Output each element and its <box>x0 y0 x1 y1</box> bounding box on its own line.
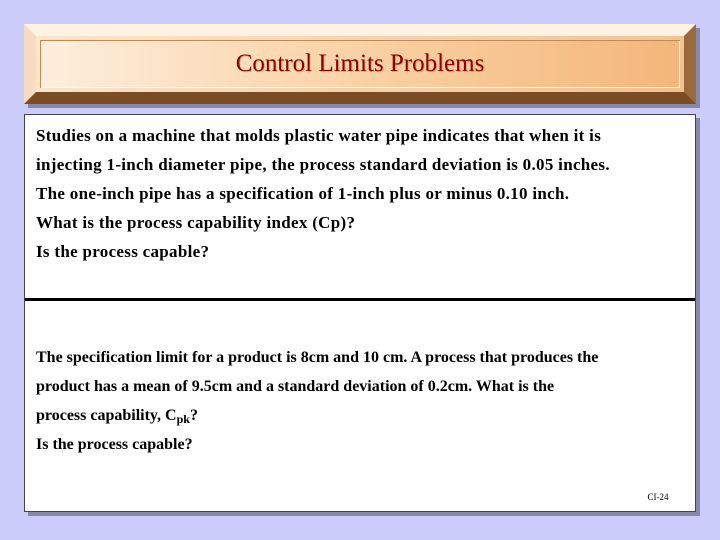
problem-2-text: ? <box>189 407 198 424</box>
problem-2-line <box>36 401 685 430</box>
page-title: Control Limits Problems <box>235 50 485 77</box>
problem-2 <box>36 343 685 459</box>
problem-1-line: Is the process capable? <box>36 242 210 261</box>
cpk-subscript: pk <box>176 412 190 426</box>
problem-2-line: product has a mean of 9.5cm and a standard deviation of 0.2cm. What is the <box>36 378 555 395</box>
problem-1 <box>36 121 685 266</box>
problem-2-line: The specification limit for a product is 8cm and 10 cm. A process that produces the <box>36 349 599 366</box>
title-panel <box>40 40 680 88</box>
problem-1-line: What is the process capability index (Cp)? <box>36 213 356 232</box>
problem-1-line: injecting 1-inch diameter pipe, the process standard deviation is 0.05 inches. <box>36 155 610 174</box>
problem-2-line: Is the process capable? <box>36 436 193 453</box>
problem-2-text: process capability, C <box>36 407 177 424</box>
problem-1-line: Studies on a machine that molds plastic water pipe indicates that when it is <box>36 126 602 145</box>
title-banner <box>24 24 696 104</box>
problem-1-line: The one-inch pipe has a specification of 1-inch plus or minus 0.10 inch. <box>36 184 570 203</box>
section-divider <box>25 298 695 301</box>
slide-number: CI-24 <box>641 488 675 505</box>
content-box <box>24 114 696 512</box>
